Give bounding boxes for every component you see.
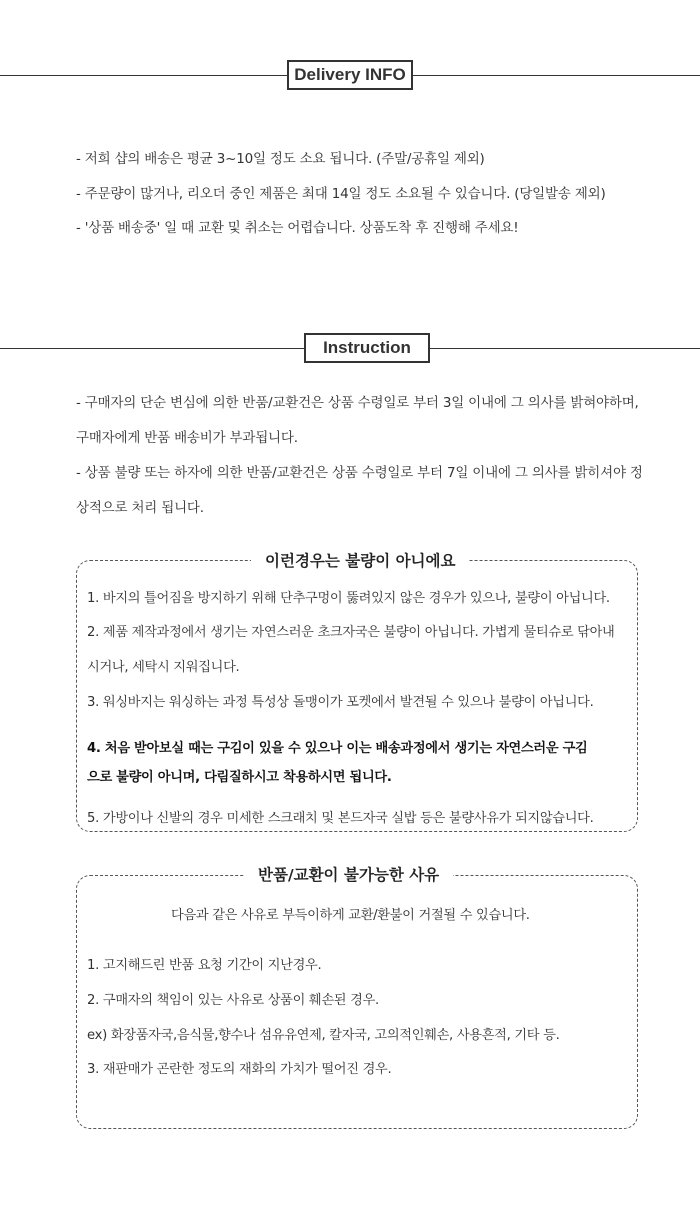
instruction-paragraph-2: - 상품 불량 또는 하자에 의한 반품/교환건은 상품 수령일로 부터 7일 이내에 그 의사를 밝히셔야 정상적으로 처리 됩니다.	[76, 465, 643, 516]
not-defective-item-4-cont: 으로 불량이 아니며, 다림질하시고 착용하시면 됩니다.	[87, 770, 392, 785]
delivery-divider-right	[411, 75, 700, 76]
instruction-title: Instruction	[304, 333, 430, 363]
instruction-paragraph-1: - 구매자의 단순 변심에 의한 반품/교환건은 상품 수령일로 부터 3일 이내에 그 의사를 밝혀야하며, 구매자에게 반품 배송비가 부과됩니다.	[76, 395, 639, 446]
not-returnable-example: ex) 화장품자국,음식물,향수나 섬유유연제, 칼자국, 고의적인훼손, 사용흔적, 기타 등.	[87, 1028, 560, 1043]
not-returnable-subtitle: 다음과 같은 사유로 부득이하게 교환/환불이 거절될 수 있습니다.	[171, 908, 530, 923]
not-defective-item-1: 1. 바지의 틀어짐을 방지하기 위해 단추구멍이 뚫려있지 않은 경우가 있으나, 불량이 아닙니다.	[87, 591, 610, 606]
delivery-title: Delivery INFO	[287, 60, 413, 90]
not-defective-box	[76, 552, 638, 832]
not-returnable-item-2: 2. 구매자의 책임이 있는 사유로 상품이 훼손된 경우.	[87, 993, 379, 1008]
not-defective-title: 이런경우는 불량이 아니에요	[251, 549, 469, 571]
not-returnable-item-1: 1. 고지해드린 반품 요청 기간이 지난경우.	[87, 958, 322, 973]
delivery-divider-left	[0, 75, 290, 76]
not-defective-item-3: 3. 워싱바지는 워싱하는 과정 특성상 돌맹이가 포켓에서 발견될 수 있으나 불량이 아닙니다.	[87, 695, 594, 710]
delivery-line-1: - 저희 샵의 배송은 평균 3~10일 정도 소요 됩니다. (주말/공휴일 제외)	[76, 151, 485, 167]
not-returnable-box	[76, 866, 638, 1129]
instruction-divider-left	[0, 348, 306, 349]
delivery-line-2: - 주문량이 많거나, 리오더 중인 제품은 최대 14일 정도 소요될 수 있습니다. (당일발송 제외)	[76, 186, 606, 202]
not-defective-item-2-cont: 시거나, 세탁시 지워집니다.	[87, 660, 240, 675]
not-returnable-title: 반품/교환이 불가능한 사유	[244, 863, 453, 885]
not-defective-item-5: 5. 가방이나 신발의 경우 미세한 스크래치 및 본드자국 실밥 등은 불량사유가 되지않습니다.	[87, 811, 594, 826]
delivery-line-3: - '상품 배송중' 일 때 교환 및 취소는 어렵습니다. 상품도착 후 진행해 주세요!	[76, 220, 519, 236]
instruction-divider-right	[428, 348, 700, 349]
not-returnable-item-3: 3. 재판매가 곤란한 정도의 재화의 가치가 떨어진 경우.	[87, 1062, 392, 1077]
not-defective-item-4: 4. 처음 받아보실 때는 구김이 있을 수 있으나 이는 배송과정에서 생기는 자연스러운 구김	[87, 741, 588, 756]
not-defective-item-2: 2. 제품 제작과정에서 생기는 자연스러운 초크자국은 불량이 아닙니다. 가볍게 물티슈로 닦아내	[87, 625, 615, 640]
